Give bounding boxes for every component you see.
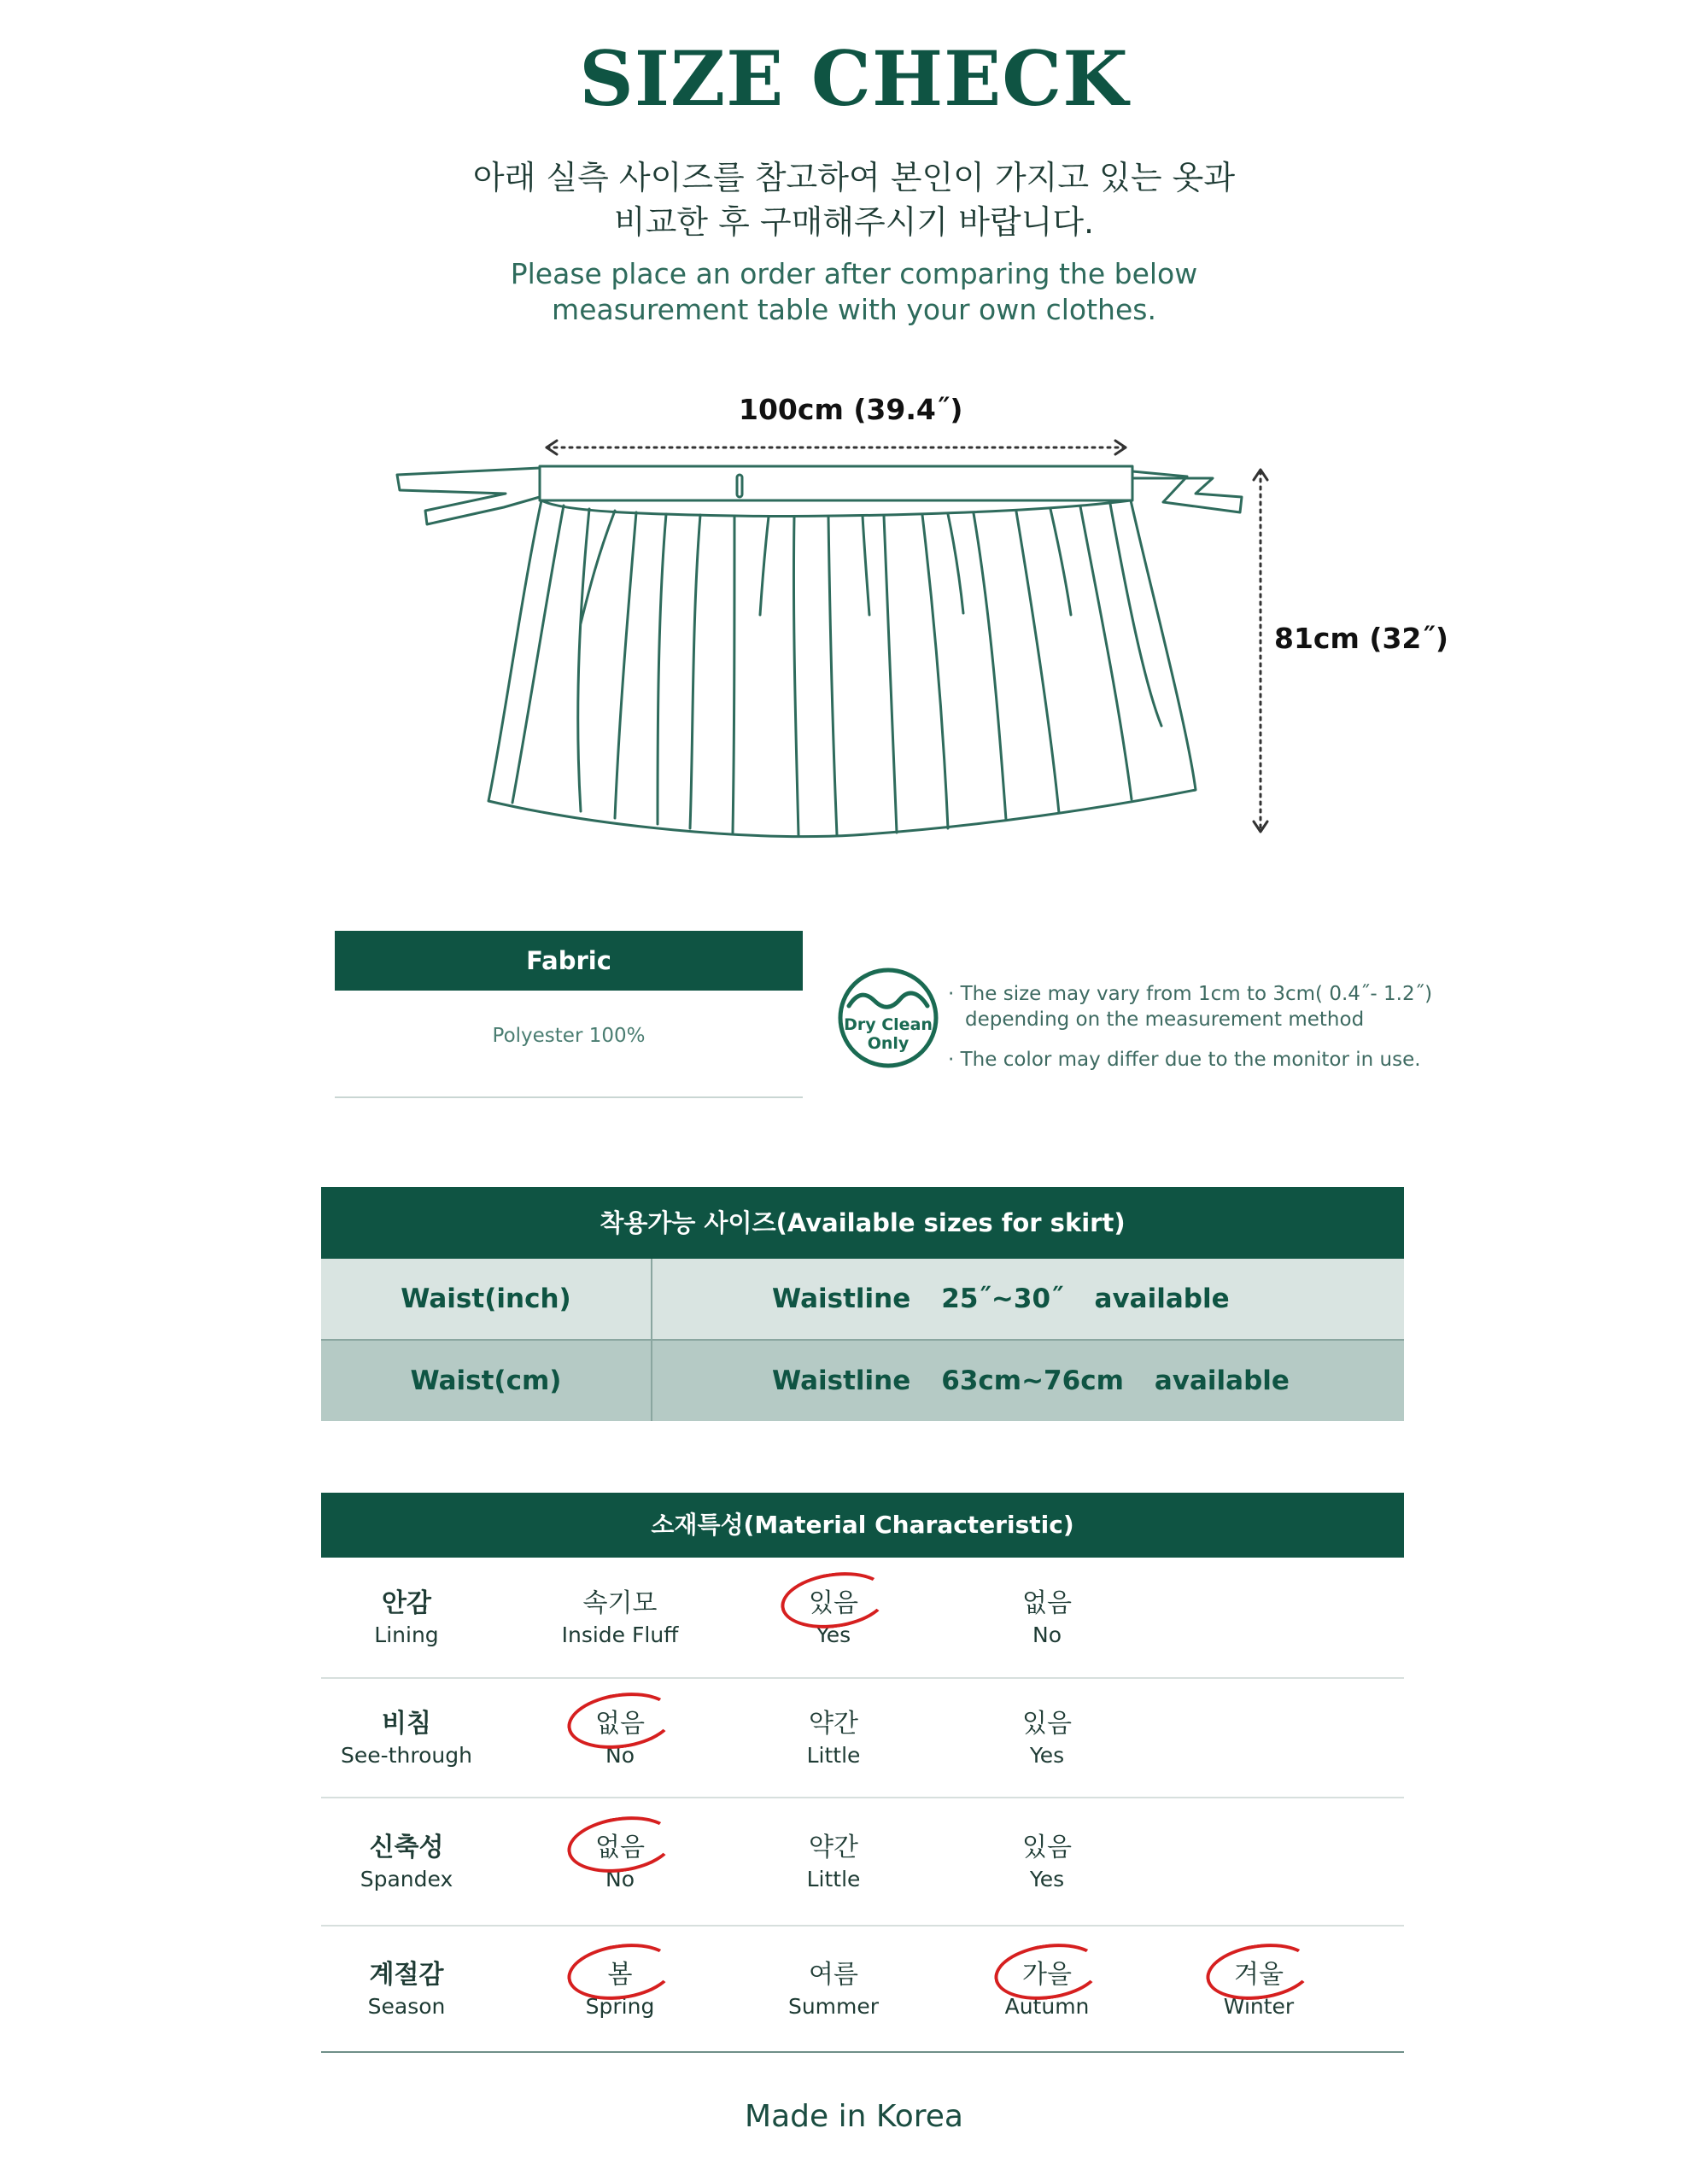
available-sizes-table (321, 1187, 1404, 1421)
option-cell (962, 1826, 1132, 1891)
table-row (321, 1341, 1404, 1421)
option-korean: 약간 (809, 1833, 858, 1862)
option-korean: 겨울 (1234, 1960, 1284, 1990)
size-part: 25˝~30˝ (941, 1283, 1064, 1314)
option-cell (748, 1582, 919, 1647)
option-cell (962, 1582, 1132, 1647)
option-cell (962, 1953, 1132, 2019)
category-korean: 안감 (382, 1588, 431, 1618)
intro-en-line: Please place an order after comparing the below (510, 257, 1198, 290)
option-english: Spring (585, 1994, 655, 2019)
category-cell (321, 1582, 492, 1647)
note-measurement-method: depending on the measurement method (965, 1009, 1365, 1031)
size-part: available (1094, 1283, 1230, 1314)
size-value (652, 1259, 1404, 1339)
option-english: No (605, 1867, 635, 1891)
option-korean: 속기모 (582, 1588, 658, 1618)
option-english: No (1032, 1622, 1062, 1647)
option-english: Summer (787, 1994, 880, 2019)
fabric-divider (335, 1096, 803, 1098)
option-cell (535, 1953, 705, 2019)
sizes-header: 착용가능 사이즈(Available sizes for skirt) (321, 1187, 1404, 1259)
category-cell (321, 1826, 492, 1891)
size-part: Waistline (772, 1365, 911, 1396)
waistband (540, 466, 1132, 500)
dry-clean-text: Only (867, 1034, 910, 1053)
width-measurement-label: 100cm (39.4˝) (739, 393, 963, 426)
size-part: 63cm~76cm (941, 1365, 1124, 1396)
table-row (321, 1927, 1404, 2053)
category-cell (321, 1702, 492, 1768)
category-english: Season (367, 1994, 446, 2019)
size-part: Waistline (772, 1283, 911, 1314)
right-tie (1132, 471, 1242, 512)
size-part: available (1154, 1365, 1290, 1396)
category-korean: 신축성 (369, 1833, 444, 1862)
category-english: Spandex (360, 1867, 453, 1891)
intro-en-line: measurement table with your own clothes. (552, 293, 1156, 326)
option-english: Winter (1223, 1994, 1295, 2019)
category-korean: 계절감 (369, 1960, 444, 1990)
size-label: Waist(cm) (321, 1341, 652, 1421)
option-korean: 가을 (1022, 1960, 1072, 1990)
option-english: Yes (1029, 1743, 1065, 1768)
category-cell (321, 1953, 492, 2019)
option-english: No (605, 1743, 635, 1768)
option-cell (748, 1953, 919, 2019)
option-korean: 약간 (809, 1709, 858, 1739)
fabric-value: Polyester 100% (492, 1025, 646, 1047)
option-cell (748, 1702, 919, 1768)
left-tie (397, 468, 540, 524)
table-row (321, 1679, 1404, 1798)
option-korean: 없음 (595, 1709, 645, 1739)
option-english: Yes (1029, 1867, 1065, 1891)
category-korean: 비침 (382, 1709, 431, 1739)
table-row (321, 1259, 1404, 1339)
category-english: Lining (374, 1622, 439, 1647)
skirt-diagram (0, 0, 1708, 905)
material-header: 소재특성(Material Characteristic) (321, 1493, 1404, 1558)
intro-ko-line: 비교한 후 구매해주시기 바랍니다. (613, 203, 1095, 241)
category-english: See-through (341, 1743, 472, 1768)
option-korean: 없음 (595, 1833, 645, 1862)
option-english: Yes (816, 1622, 851, 1647)
dry-clean-icon (837, 967, 939, 1069)
page-title: SIZE CHECK (579, 34, 1129, 123)
length-measurement-label: 81cm (32˝) (1274, 622, 1448, 655)
dry-clean-text: Dry Clean (844, 1015, 933, 1034)
option-english: Little (806, 1867, 861, 1891)
option-cell (1173, 1953, 1344, 2019)
note-size-variance: · The size may vary from 1cm to 3cm( 0.4˝- 1.2˝) (948, 983, 1433, 1005)
option-english: Little (806, 1743, 861, 1768)
option-korean: 있음 (809, 1588, 858, 1618)
option-korean: 없음 (1022, 1588, 1072, 1618)
option-cell (535, 1582, 705, 1647)
option-cell (535, 1826, 705, 1891)
size-label: Waist(inch) (321, 1259, 652, 1339)
table-row (321, 1558, 1404, 1679)
table-row (321, 1798, 1404, 1927)
option-korean: 여름 (809, 1960, 858, 1990)
option-cell (748, 1826, 919, 1891)
fabric-header: Fabric (335, 931, 803, 991)
material-rows (321, 1558, 1404, 2053)
option-cell (962, 1702, 1132, 1768)
option-korean: 봄 (607, 1960, 633, 1990)
made-in-label: Made in Korea (745, 2099, 963, 2134)
option-english: Autumn (1004, 1994, 1090, 2019)
option-english: Inside Fluff (561, 1622, 679, 1647)
option-korean: 있음 (1022, 1709, 1072, 1739)
size-value (652, 1341, 1404, 1421)
option-korean: 있음 (1022, 1833, 1072, 1862)
option-cell (535, 1702, 705, 1768)
skirt-outline (397, 441, 1267, 837)
intro-ko-line: 아래 실측 사이즈를 참고하여 본인이 가지고 있는 옷과 (472, 159, 1236, 196)
material-table (321, 1493, 1404, 2053)
note-color-difference: · The color may differ due to the monitor in use. (948, 1049, 1421, 1071)
